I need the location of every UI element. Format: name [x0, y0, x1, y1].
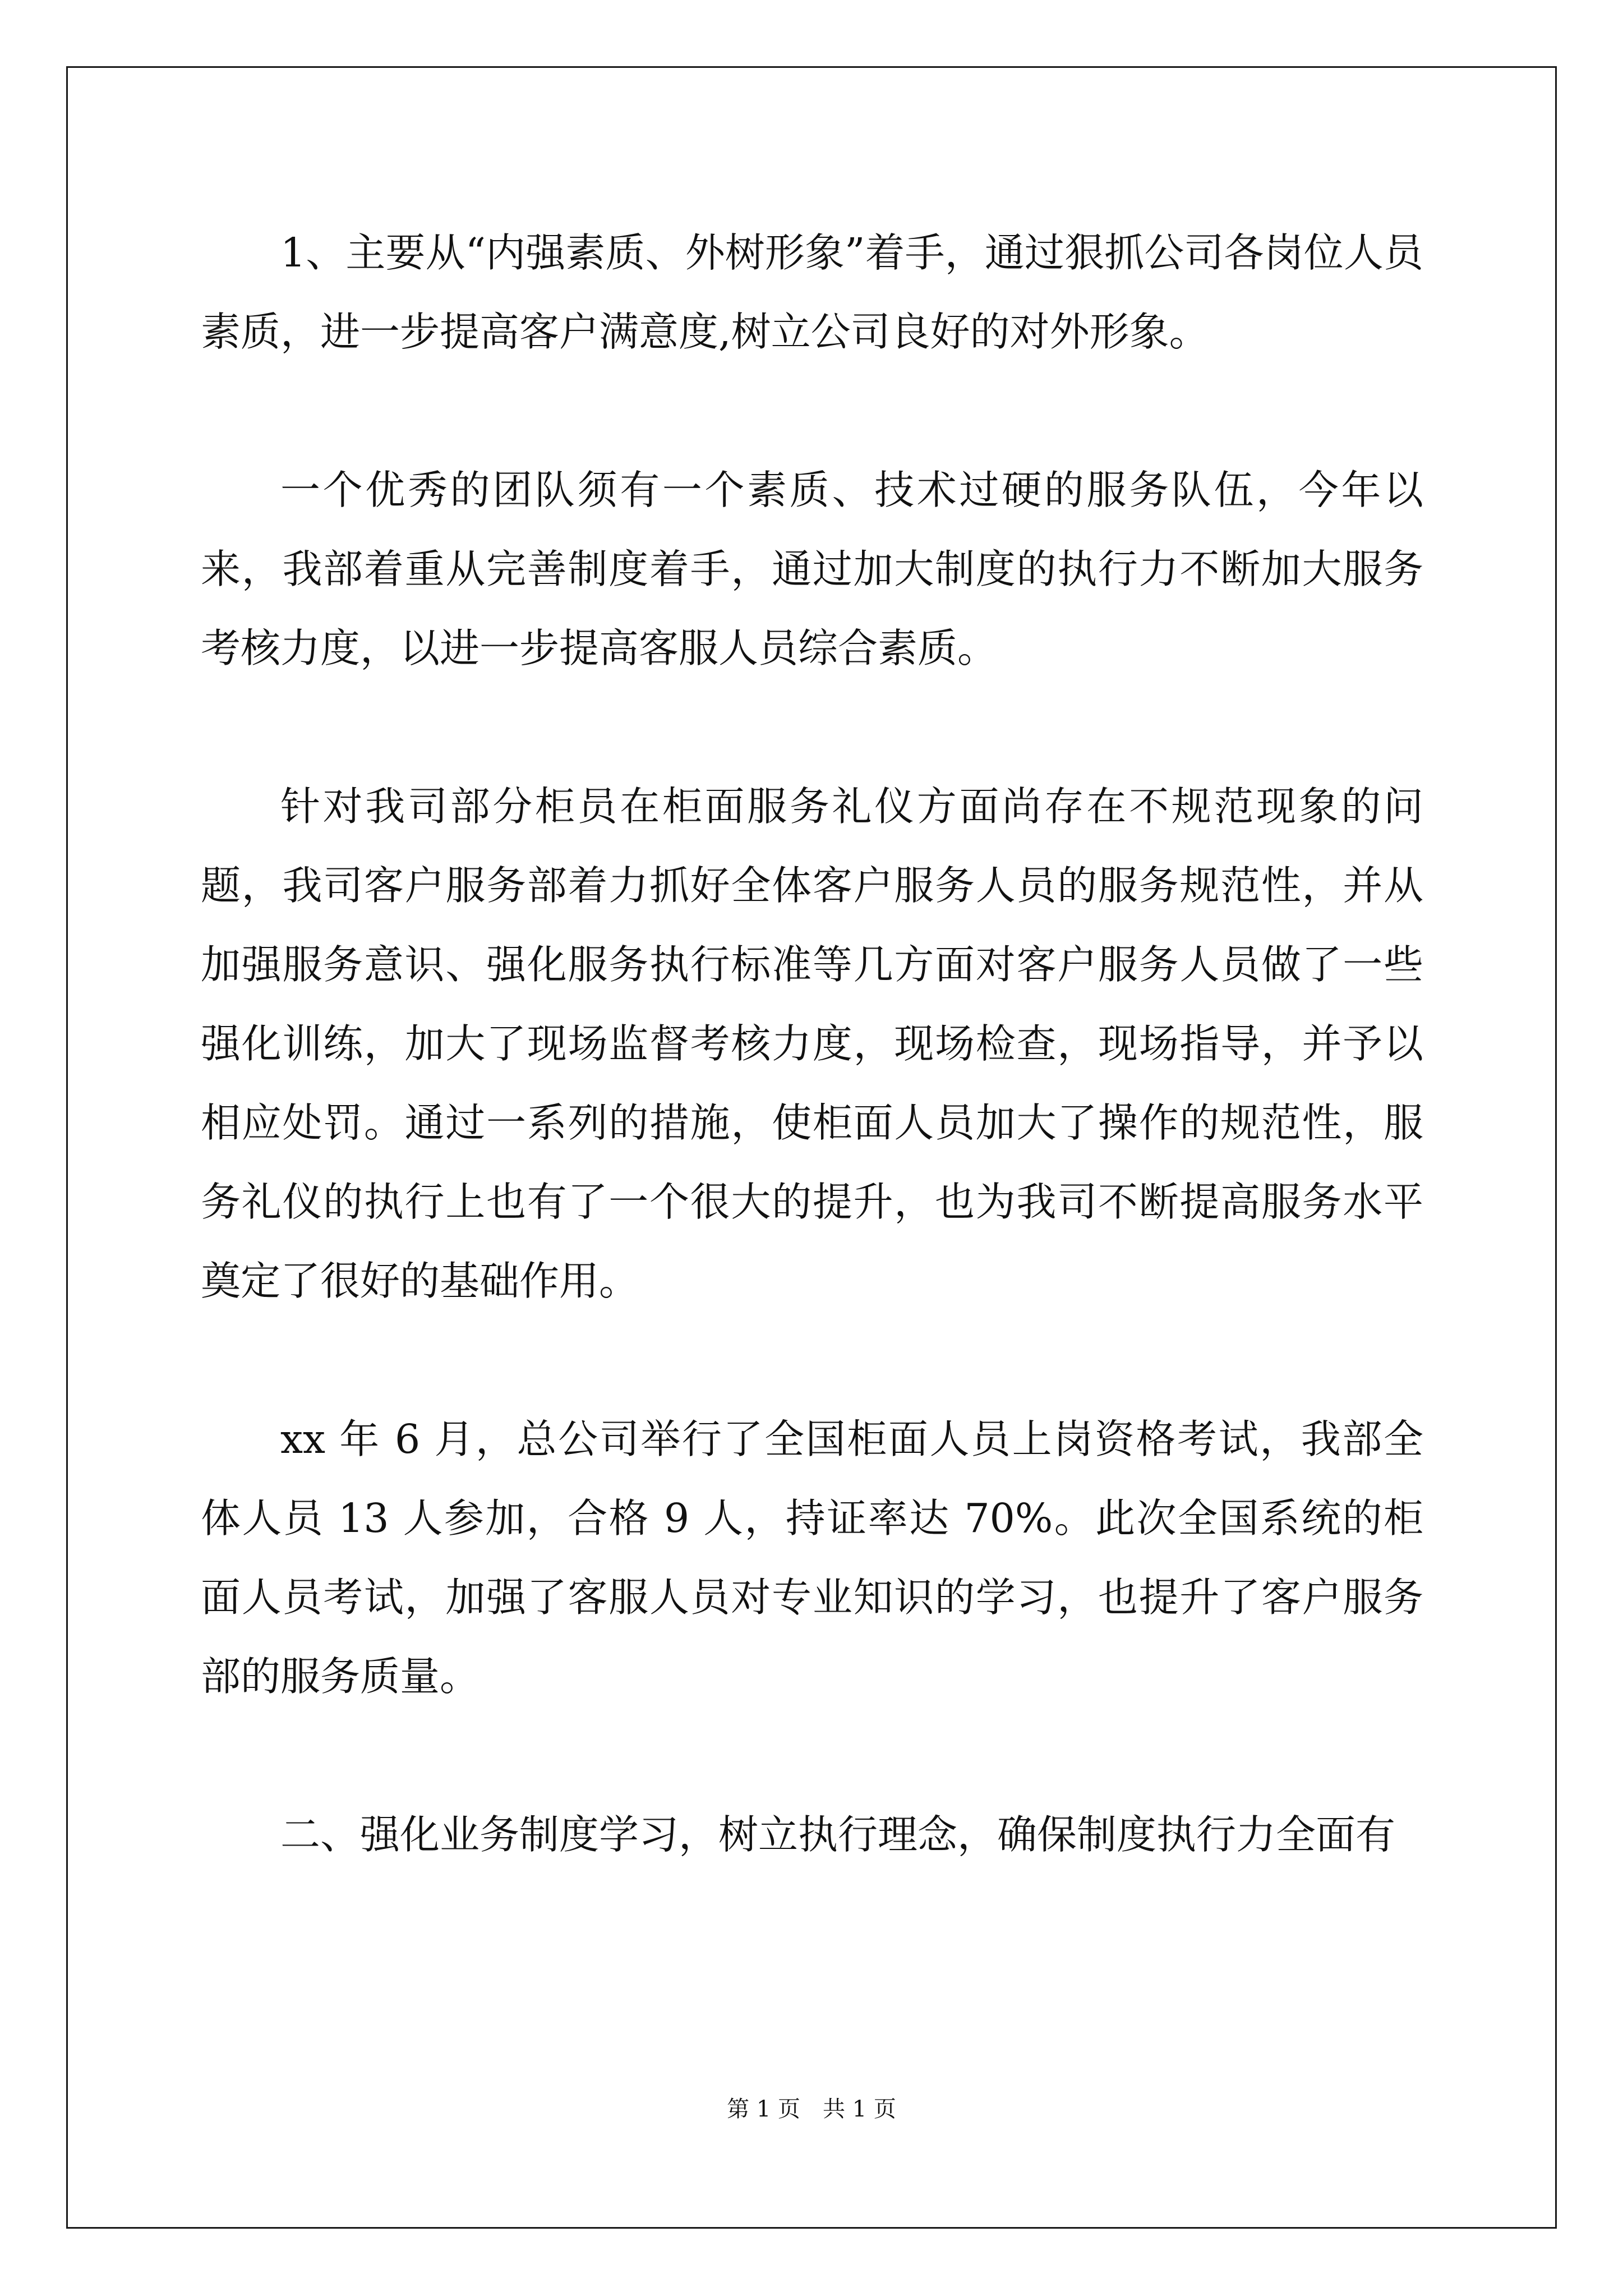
- document-body: [201, 213, 1423, 1874]
- page-footer: [0, 2092, 1623, 2126]
- paragraph: xx 年 6 月，总公司举行了全国柜面人员上岗资格考试，我部全体人员 13 人参加，合格 9 人，持证率达 70%。此次全国系统的柜面人员考试，加强了客服人员对专业知识的学习，也提升了客户服务部的服务质量。: [201, 1416, 1423, 1700]
- paragraph: 二、强化业务制度学习，树立执行理念，确保制度执行力全面有: [280, 1811, 1396, 1858]
- page-total: 共 1 页: [823, 2096, 896, 2122]
- page-number: 第 1 页: [727, 2096, 800, 2122]
- paragraph: 1、主要从“内强素质、外树形象”着手，通过狠抓公司各岗位人员素质，进一步提高客户满意度,树立公司良好的对外形象。: [201, 229, 1423, 355]
- paragraph: 一个优秀的团队须有一个素质、技术过硬的服务队伍，今年以来，我部着重从完善制度着手，通过加大制度的执行力不断加大服务考核力度，以进一步提高客服人员综合素质。: [201, 467, 1423, 671]
- paragraph: 针对我司部分柜员在柜面服务礼仪方面尚存在不规范现象的问题，我司客户服务部着力抓好全体客户服务人员的服务规范性，并从加强服务意识、强化服务执行标准等几方面对客户服务人员做了一些强化训练，加大了现场监督考核力度，现场检查，现场指导，并予以相应处罚。通过一系列的措施，使柜面人员加大了操作的规范性，服务礼仪的执行上也有了一个很大的提升，也为我司不断提高服务水平奠定了很好的基础作用。: [201, 783, 1423, 1304]
